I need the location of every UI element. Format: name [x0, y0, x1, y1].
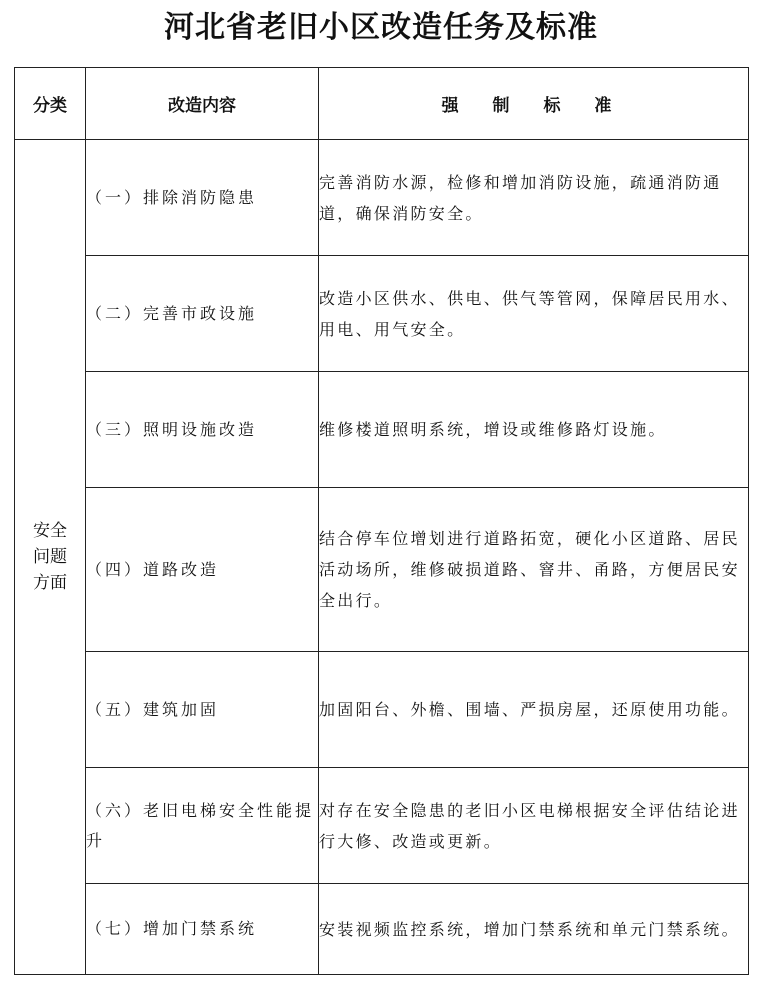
table-row	[15, 256, 749, 372]
table-row	[15, 488, 749, 652]
header-category: 分类	[15, 68, 86, 140]
table-row	[15, 768, 749, 884]
table-row	[15, 372, 749, 488]
standard-cell: 改造小区供水、供电、供气等管网，保障居民用水、用电、用气安全。	[319, 256, 749, 372]
content-label: （五）建筑加固	[86, 699, 220, 719]
document-title: 河北省老旧小区改造任务及标准	[164, 10, 598, 45]
standards-table	[14, 67, 749, 975]
content-label: （一）排除消防隐患	[86, 187, 258, 207]
standard-cell: 对存在安全隐患的老旧小区电梯根据安全评估结论进行大修、改造或更新。	[319, 768, 749, 884]
standard-cell: 维修楼道照明系统，增设或维修路灯设施。	[319, 372, 749, 488]
category-cell	[15, 140, 86, 975]
standard-cell: 完善消防水源，检修和增加消防设施，疏通消防通道，确保消防安全。	[319, 140, 749, 256]
content-label: （七）增加门禁系统	[86, 919, 258, 938]
content-label: （六）老旧电梯安全性能提升	[86, 800, 315, 850]
table-header-row	[15, 68, 749, 140]
content-label: （三）照明设施改造	[86, 419, 258, 439]
category-label: 安全问题方面	[33, 521, 67, 593]
content-cell	[86, 488, 319, 652]
table-row	[15, 652, 749, 768]
content-cell	[86, 768, 319, 884]
content-label: （四）道路改造	[86, 559, 220, 579]
standard-cell: 安装视频监控系统，增加门禁系统和单元门禁系统。	[319, 884, 749, 975]
content-label: （二）完善市政设施	[86, 303, 258, 323]
table-row	[15, 140, 749, 256]
standard-cell: 加固阳台、外檐、围墙、严损房屋，还原使用功能。	[319, 652, 749, 768]
table-row	[15, 884, 749, 975]
header-standard	[319, 68, 749, 140]
content-cell	[86, 884, 319, 975]
content-cell	[86, 652, 319, 768]
header-standard-label: 强 制 标 准	[441, 96, 626, 116]
standard-cell: 结合停车位增划进行道路拓宽，硬化小区道路、居民活动场所，维修破损道路、窨井、甬路，方便居民安全出行。	[319, 488, 749, 652]
content-cell	[86, 256, 319, 372]
content-cell	[86, 372, 319, 488]
header-content: 改造内容	[86, 68, 319, 140]
content-cell	[86, 140, 319, 256]
